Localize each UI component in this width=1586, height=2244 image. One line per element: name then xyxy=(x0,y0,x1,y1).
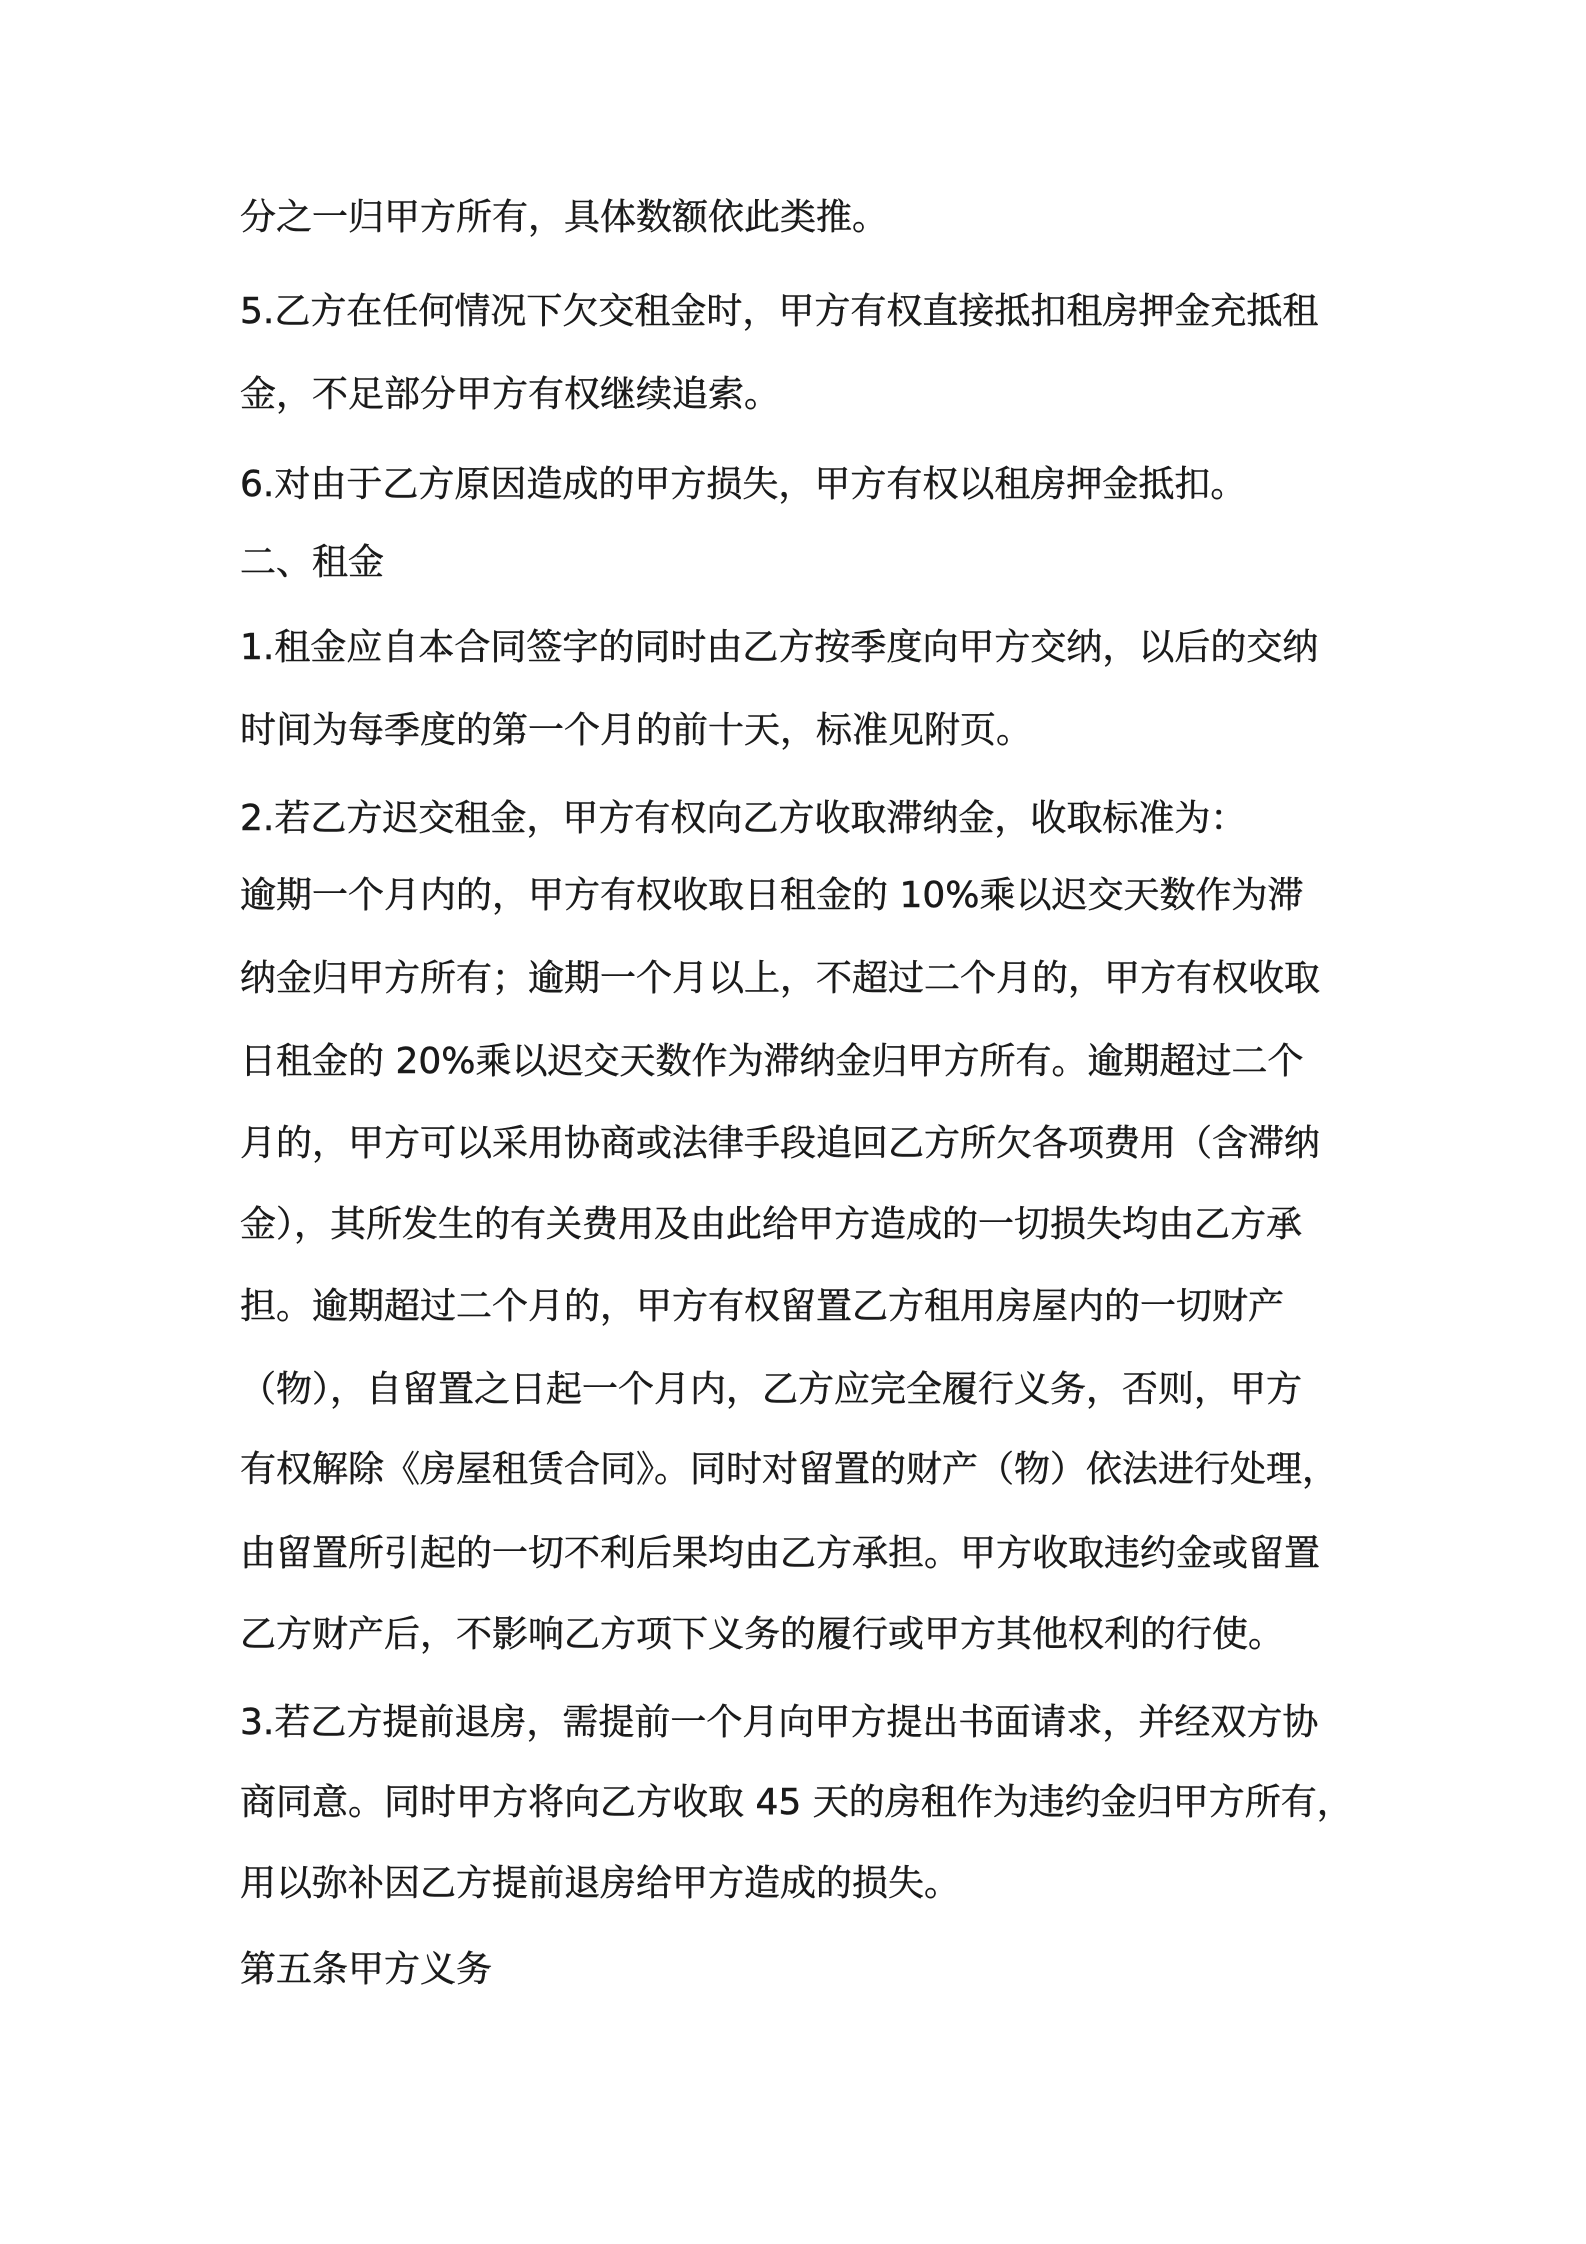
text-line: 由留置所引起的一切不利后果均由乙方承担。甲方收取违约金或留置 xyxy=(240,1533,1321,1574)
text-line: 分之一归甲方所有，具体数额依此类推。 xyxy=(240,197,889,238)
text-line: 纳金归甲方所有；逾期一个月以上，不超过二个月的，甲方有权收取 xyxy=(240,958,1321,999)
text-line: 2.若乙方迟交租金，甲方有权向乙方收取滞纳金，收取标准为： xyxy=(240,798,1247,839)
text-line: 金），其所发生的有关费用及由此给甲方造成的一切损失均由乙方承 xyxy=(240,1204,1303,1245)
text-line: 乙方财产后，不影响乙方项下义务的履行或甲方其他权利的行使。 xyxy=(240,1614,1285,1655)
text-line: 金，不足部分甲方有权继续追索。 xyxy=(240,374,781,415)
text-line: 1.租金应自本合同签字的同时由乙方按季度向甲方交纳，以后的交纳 xyxy=(240,627,1319,668)
section-heading: 第五条甲方义务 xyxy=(240,1949,493,1990)
text-line: 用以弥补因乙方提前退房给甲方造成的损失。 xyxy=(240,1863,961,1904)
text-line: 6.对由于乙方原因造成的甲方损失，甲方有权以租房押金抵扣。 xyxy=(240,464,1247,505)
text-line: 3.若乙方提前退房，需提前一个月向甲方提出书面请求，并经双方协 xyxy=(240,1702,1319,1743)
text-line: 担。逾期超过二个月的，甲方有权留置乙方租用房屋内的一切财产 xyxy=(240,1286,1285,1327)
section-heading: 二、租金 xyxy=(240,542,385,583)
text-line: 月的，甲方可以采用协商或法律手段追回乙方所欠各项费用（含滞纳 xyxy=(240,1123,1321,1164)
text-line: 商同意。同时甲方将向乙方收取 45 天的房租作为违约金归甲方所有， xyxy=(240,1782,1353,1823)
text-line: （物），自留置之日起一个月内，乙方应完全履行义务，否则，甲方 xyxy=(240,1369,1303,1410)
text-line: 时间为每季度的第一个月的前十天，标准见附页。 xyxy=(240,710,1033,751)
text-line: 有权解除《房屋租赁合同》。同时对留置的财产（物）依法进行处理， xyxy=(240,1449,1339,1490)
text-line: 逾期一个月内的，甲方有权收取日租金的 10%乘以迟交天数作为滞 xyxy=(240,875,1304,916)
text-line: 日租金的 20%乘以迟交天数作为滞纳金归甲方所有。逾期超过二个 xyxy=(240,1041,1304,1082)
text-line: 5.乙方在任何情况下欠交租金时，甲方有权直接抵扣租房押金充抵租 xyxy=(240,291,1319,332)
